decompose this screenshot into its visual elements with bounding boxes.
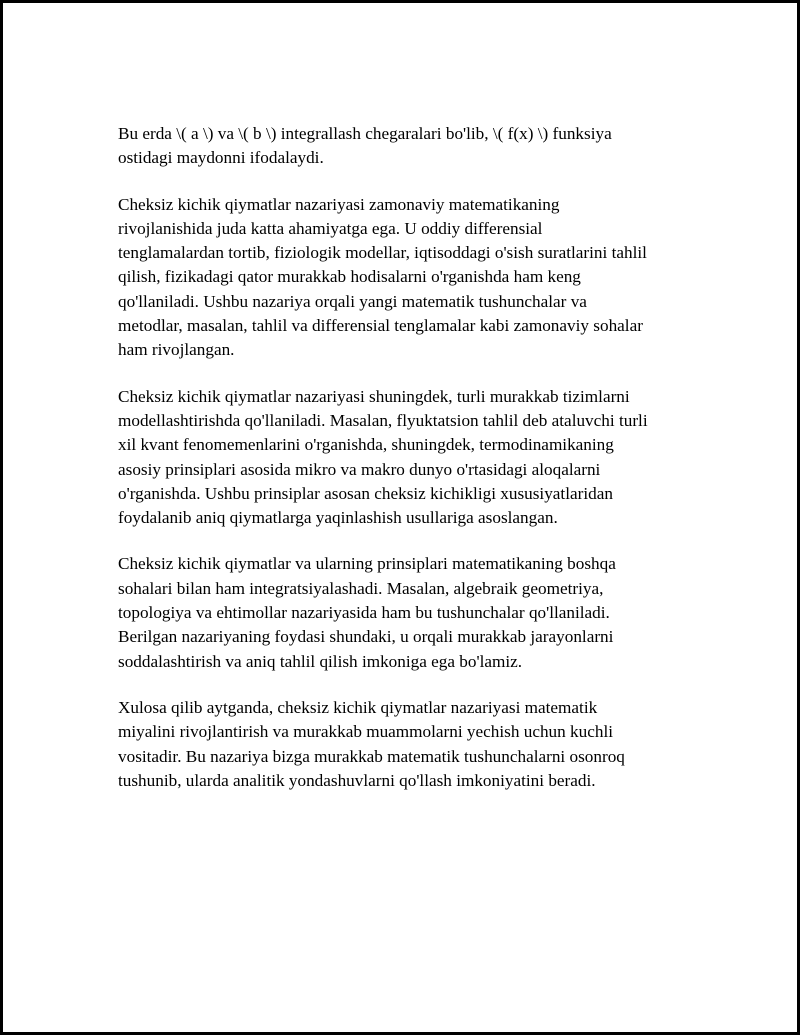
paragraph-modelling: Cheksiz kichik qiymatlar nazariyasi shuningdek, turli murakkab tizimlarni modellashtirishda qo'llaniladi. Masalan, flyuktatsion tahlil deb ataluvchi turli xil kvant fenomemenlarini o'rganishda, shuningdek, termodinamikaning asosiy prinsiplari asosida mikro va makro dunyo o'rtasidagi aloqalarni o'rganishda. Ushbu prinsiplar asosan cheksiz kichikligi xususiyatlaridan foydalanib aniq qiymatlarga yaqinlashish usullariga asoslangan. — [118, 386, 648, 528]
paragraph-integral-limits: Bu erda \( a \) va \( b \) integrallash chegaralari bo'lib, \( f(x) \) funksiya ostidagi maydonni ifodalaydi. — [118, 124, 612, 168]
paragraph-importance: Cheksiz kichik qiymatlar nazariyasi zamonaviy matematikaning rivojlanishida juda katta ahamiyatga ega. U oddiy differensial tenglamalardan tortib, fiziologik modellar, iqtisoddagi o'sish suratlarini tahlil qilish, fizikadagi qator murakkab hodisalarni o'rganishda ham keng qo'llaniladi. Ushbu nazariya orqali yangi matematik tushunchalar va metodlar, masalan, tahlil va differensial tenglamalar kabi zamonaviy sohalar ham rivojlangan. — [118, 194, 647, 360]
paragraph-integration: Cheksiz kichik qiymatlar va ularning prinsiplari matematikaning boshqa sohalari bilan ham integratsiyalashadi. Masalan, algebraik geometriya, topologiya va ehtimollar nazariyasida ham bu tushunchalar qo'llaniladi. Berilgan nazariyaning foydasi shundaki, u orqali murakkab jarayonlarni soddalashtirish va aniq tahlil qilish imkoniga ega bo'lamiz. — [118, 554, 616, 671]
paragraph-conclusion: Xulosa qilib aytganda, cheksiz kichik qiymatlar nazariyasi matematik miyalini rivojlantirish va murakkab muammolarni yechish uchun kuchli vositadir. Bu nazariya bizga murakkab matematik tushunchalarni osonroq tushunib, ularda analitik yondashuvlarni qo'llash imkoniyatini beradi. — [118, 697, 625, 790]
document-body — [118, 122, 698, 815]
